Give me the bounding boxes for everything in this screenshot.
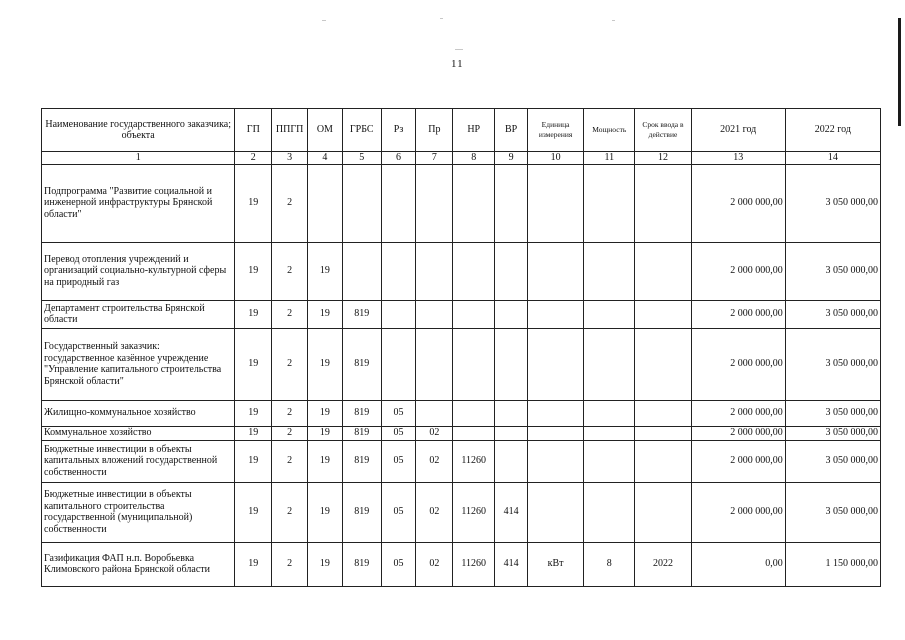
table-row <box>42 482 881 542</box>
cell-ppgp: 2 <box>272 300 308 328</box>
cell-nr <box>453 328 495 400</box>
cell-2021: 2 000 000,00 <box>691 328 785 400</box>
cell-term <box>635 400 691 426</box>
row-name: Департамент строительства Брянской области <box>42 300 235 328</box>
column-number: 2 <box>235 152 272 165</box>
cell-nr <box>453 426 495 440</box>
cell-nr <box>453 242 495 300</box>
cell-grbs: 819 <box>342 400 381 426</box>
cell-nr: 11260 <box>453 482 495 542</box>
cell-2021: 2 000 000,00 <box>691 300 785 328</box>
cell-ppgp: 2 <box>272 328 308 400</box>
cell-2021: 2 000 000,00 <box>691 400 785 426</box>
scan-speck <box>455 49 463 50</box>
cell-om: 19 <box>308 300 343 328</box>
cell-rz <box>381 164 416 242</box>
cell-unit <box>527 400 583 426</box>
cell-gp: 19 <box>235 400 272 426</box>
cell-gp: 19 <box>235 542 272 586</box>
table-row <box>42 164 881 242</box>
header-grbs: ГРБС <box>342 109 381 152</box>
cell-vr <box>495 400 528 426</box>
cell-pr <box>416 400 453 426</box>
table-row <box>42 426 881 440</box>
header-name: Наименование государственного заказчика; объекта <box>42 109 235 152</box>
header-gp: ГП <box>235 109 272 152</box>
cell-2022: 3 050 000,00 <box>785 242 880 300</box>
cell-vr <box>495 328 528 400</box>
cell-rz: 05 <box>381 440 416 482</box>
column-number: 11 <box>584 152 635 165</box>
cell-nr <box>453 300 495 328</box>
table-row <box>42 300 881 328</box>
header-vr: ВР <box>495 109 528 152</box>
cell-pr: 02 <box>416 426 453 440</box>
column-number: 3 <box>272 152 308 165</box>
column-number: 13 <box>691 152 785 165</box>
cell-grbs: 819 <box>342 542 381 586</box>
cell-2021: 2 000 000,00 <box>691 482 785 542</box>
cell-gp: 19 <box>235 482 272 542</box>
row-name: Перевод отопления учреждений и организаций социально-культурной сферы на природный газ <box>42 242 235 300</box>
scan-speck <box>440 18 443 19</box>
row-name: Государственный заказчик: государственное казённое учреждение "Управление капитального строительства Брянской области" <box>42 328 235 400</box>
table-row <box>42 400 881 426</box>
cell-2022: 1 150 000,00 <box>785 542 880 586</box>
table-row <box>42 542 881 586</box>
cell-2022: 3 050 000,00 <box>785 328 880 400</box>
cell-rz <box>381 242 416 300</box>
cell-power <box>584 242 635 300</box>
scan-speck <box>612 20 615 21</box>
table-row <box>42 328 881 400</box>
cell-rz: 05 <box>381 426 416 440</box>
cell-unit <box>527 328 583 400</box>
column-number: 9 <box>495 152 528 165</box>
cell-term <box>635 242 691 300</box>
header-2022: 2022 год <box>785 109 880 152</box>
header-pr: Пр <box>416 109 453 152</box>
cell-2022: 3 050 000,00 <box>785 426 880 440</box>
cell-power <box>584 328 635 400</box>
cell-nr <box>453 164 495 242</box>
cell-2021: 2 000 000,00 <box>691 242 785 300</box>
row-name: Газификация ФАП н.п. Воробьевка Климовского района Брянской области <box>42 542 235 586</box>
cell-2022: 3 050 000,00 <box>785 482 880 542</box>
cell-pr <box>416 328 453 400</box>
cell-vr <box>495 242 528 300</box>
cell-unit: кВт <box>527 542 583 586</box>
cell-grbs: 819 <box>342 328 381 400</box>
cell-rz <box>381 300 416 328</box>
cell-grbs <box>342 242 381 300</box>
row-name: Бюджетные инвестиции в объекты капитальных вложений государственной собственности <box>42 440 235 482</box>
cell-pr <box>416 164 453 242</box>
page-number: 11 <box>451 58 464 70</box>
cell-unit <box>527 242 583 300</box>
cell-gp: 19 <box>235 164 272 242</box>
cell-power <box>584 426 635 440</box>
row-name: Бюджетные инвестиции в объекты капитального строительства государственной (муниципальной) собственности <box>42 482 235 542</box>
cell-rz <box>381 328 416 400</box>
cell-unit <box>527 426 583 440</box>
cell-om <box>308 164 343 242</box>
column-number: 14 <box>785 152 880 165</box>
cell-gp: 19 <box>235 300 272 328</box>
cell-term <box>635 164 691 242</box>
cell-rz: 05 <box>381 482 416 542</box>
cell-unit <box>527 440 583 482</box>
cell-unit <box>527 164 583 242</box>
cell-ppgp: 2 <box>272 164 308 242</box>
cell-gp: 19 <box>235 328 272 400</box>
cell-om: 19 <box>308 328 343 400</box>
cell-nr: 11260 <box>453 440 495 482</box>
column-number: 1 <box>42 152 235 165</box>
column-number: 12 <box>635 152 691 165</box>
cell-pr: 02 <box>416 542 453 586</box>
cell-power <box>584 300 635 328</box>
cell-vr <box>495 440 528 482</box>
column-number: 5 <box>342 152 381 165</box>
cell-ppgp: 2 <box>272 426 308 440</box>
cell-gp: 19 <box>235 242 272 300</box>
cell-om: 19 <box>308 400 343 426</box>
cell-om: 19 <box>308 542 343 586</box>
row-name: Жилищно-коммунальное хозяйство <box>42 400 235 426</box>
cell-om: 19 <box>308 482 343 542</box>
cell-unit <box>527 482 583 542</box>
cell-2021: 0,00 <box>691 542 785 586</box>
header-nr: НР <box>453 109 495 152</box>
scan-speck <box>322 20 326 21</box>
cell-2022: 3 050 000,00 <box>785 164 880 242</box>
cell-nr <box>453 400 495 426</box>
column-number: 4 <box>308 152 343 165</box>
cell-om: 19 <box>308 242 343 300</box>
cell-power <box>584 440 635 482</box>
header-ppgp: ППГП <box>272 109 308 152</box>
cell-unit <box>527 300 583 328</box>
header-power: Мощность <box>584 109 635 152</box>
header-row <box>42 109 881 152</box>
header-rz: Рз <box>381 109 416 152</box>
row-name: Коммунальное хозяйство <box>42 426 235 440</box>
column-number: 8 <box>453 152 495 165</box>
cell-pr: 02 <box>416 440 453 482</box>
cell-vr: 414 <box>495 542 528 586</box>
cell-vr: 414 <box>495 482 528 542</box>
cell-power <box>584 164 635 242</box>
header-2021: 2021 год <box>691 109 785 152</box>
cell-pr <box>416 300 453 328</box>
table-row <box>42 440 881 482</box>
cell-2021: 2 000 000,00 <box>691 440 785 482</box>
column-number: 7 <box>416 152 453 165</box>
cell-ppgp: 2 <box>272 400 308 426</box>
column-number-row <box>42 152 881 165</box>
cell-grbs: 819 <box>342 440 381 482</box>
cell-term <box>635 482 691 542</box>
cell-2021: 2 000 000,00 <box>691 164 785 242</box>
cell-power <box>584 482 635 542</box>
cell-power: 8 <box>584 542 635 586</box>
table-row <box>42 242 881 300</box>
cell-term <box>635 440 691 482</box>
cell-power <box>584 400 635 426</box>
cell-gp: 19 <box>235 426 272 440</box>
cell-vr <box>495 164 528 242</box>
cell-grbs: 819 <box>342 482 381 542</box>
row-name: Подпрограмма "Развитие социальной и инженерной инфраструктуры Брянской области" <box>42 164 235 242</box>
cell-grbs: 819 <box>342 300 381 328</box>
cell-nr: 11260 <box>453 542 495 586</box>
cell-grbs: 819 <box>342 426 381 440</box>
cell-vr <box>495 426 528 440</box>
cell-2022: 3 050 000,00 <box>785 300 880 328</box>
cell-term <box>635 328 691 400</box>
cell-ppgp: 2 <box>272 482 308 542</box>
header-term: Срок ввода в действие <box>635 109 691 152</box>
cell-2021: 2 000 000,00 <box>691 426 785 440</box>
cell-2022: 3 050 000,00 <box>785 400 880 426</box>
cell-ppgp: 2 <box>272 542 308 586</box>
cell-2022: 3 050 000,00 <box>785 440 880 482</box>
cell-gp: 19 <box>235 440 272 482</box>
cell-term <box>635 300 691 328</box>
header-unit: Единица измерения <box>527 109 583 152</box>
cell-om: 19 <box>308 440 343 482</box>
cell-ppgp: 2 <box>272 440 308 482</box>
column-number: 6 <box>381 152 416 165</box>
cell-rz: 05 <box>381 542 416 586</box>
column-number: 10 <box>527 152 583 165</box>
cell-grbs <box>342 164 381 242</box>
scan-edge-bar <box>898 18 901 126</box>
cell-pr <box>416 242 453 300</box>
cell-vr <box>495 300 528 328</box>
budget-table <box>41 108 881 587</box>
header-om: ОМ <box>308 109 343 152</box>
cell-ppgp: 2 <box>272 242 308 300</box>
cell-term: 2022 <box>635 542 691 586</box>
cell-om: 19 <box>308 426 343 440</box>
cell-pr: 02 <box>416 482 453 542</box>
cell-rz: 05 <box>381 400 416 426</box>
cell-term <box>635 426 691 440</box>
